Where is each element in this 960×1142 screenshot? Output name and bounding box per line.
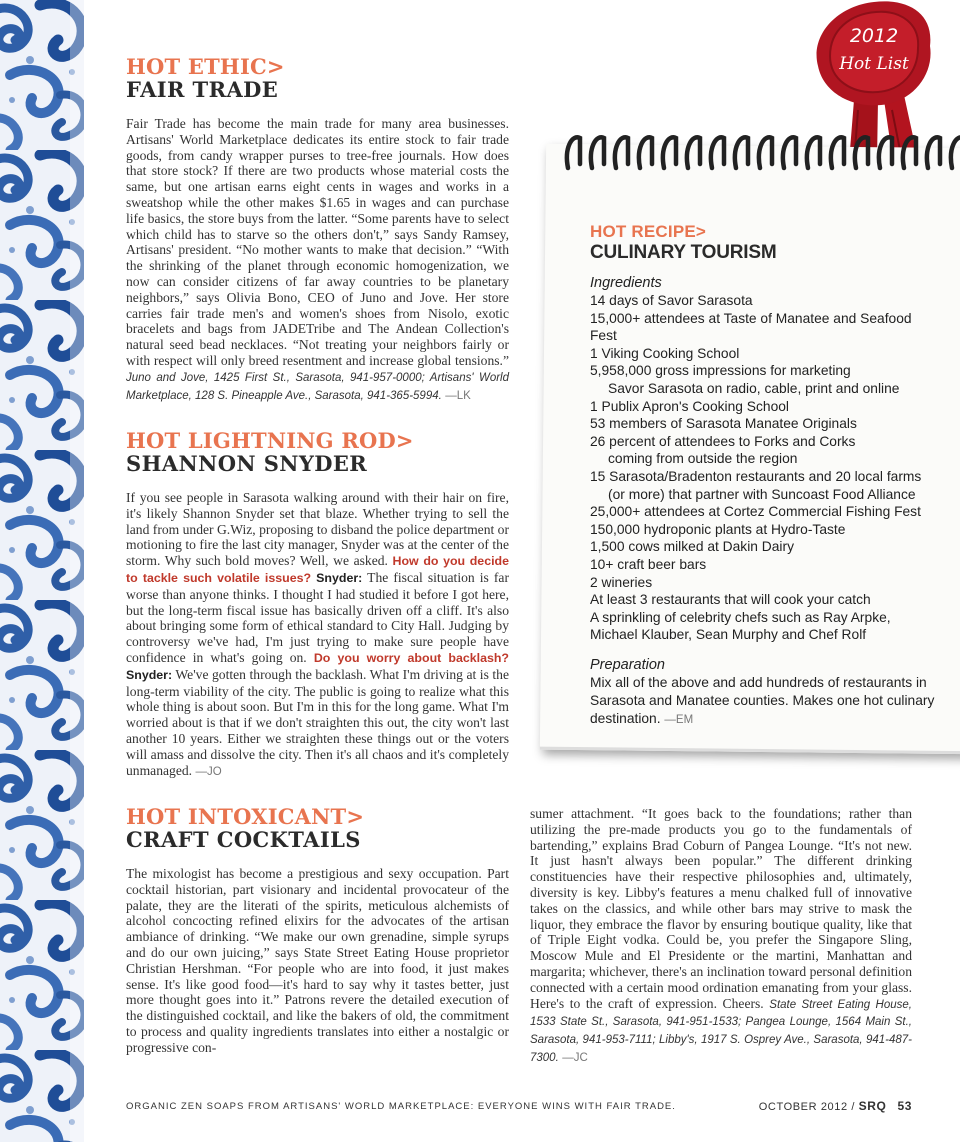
lightning-rod-intro: If you see people in Sarasota walking around with their hair on fire, it's likely Shannon Snyder set that blaze. Whether trying to sell the land from under G.Wiz, proposing to disband the police department or motioning to fire the last city manager, Snyder was at the center of the storm. Why such bold moves? Well, we asked. [126,490,510,569]
cocktails-kicker: HOT INTOXICANT> [126,804,365,829]
lightning-rod-kicker: HOT LIGHTNING ROD> [126,428,414,453]
cocktails-initials: —JC [562,1051,588,1064]
ingredient-continuation: (or more) that partner with Suncoast Food Alliance [608,486,916,502]
ingredient-item [590,362,940,397]
recipe-kicker: HOT RECIPE> [590,222,707,241]
fair-trade-article [126,116,509,404]
ingredient-line: 15 Sarasota/Bradenton restaurants and 20 local farms [590,468,922,484]
interview-question-1: How do you decide to tackle such volatile issues? [126,554,509,585]
ingredient-line: 1 Publix Apron's Cooking School [590,398,789,414]
interview-question-2: Do you worry about backlash? [313,650,510,665]
ingredient-line: 26 percent of attendees to Forks and Corks [590,433,856,449]
ingredient-line: 1,500 cows milked at Dakin Dairy [590,539,794,555]
interview-answer-2: We've gotten through the backlash. What I'm driving at is the long-term viability of the city. The public is going to realize what this whole thing is about soon. But I'm in this for the long game. What I'm worried about is that if we don't straighten this out, the city won't last another 10 years. Either we straighten these things out or the voters will amass and dissolve the city. Then it's all chaos and it's completely unmanaged. [126,666,509,778]
cocktails-column-1: The mixologist has become a prestigious and sexy occupation. Part cocktail historian, part visionary and incidental provocateur of the palate, they are the literati of the spirits, meticulous alchemists of alcohol concocting refined elixirs for the advocates of the artisan ambiance of drinking. “We make our own grenadine, simple syrups and do our own juicing,” says State Street Eating House proprietor Christian Hershman. “For people who are into food, it just makes sense. It's like good food—it's hard to say why it tastes better, just more thought goes into it.” Patrons revere the detailed execution of the distinguished cocktail, and like the bakers of old, the commitment to process and quality ingredients translates into either a nostalgic or progressive con- [126,866,509,1055]
fair-trade-section [126,56,509,404]
ikat-pattern-graphic [0,0,84,1142]
fair-trade-kicker: HOT ETHIC> [126,54,285,79]
ingredient-item [590,556,940,574]
ingredient-item [590,521,940,539]
ingredient-line: At least 3 restaurants that will cook your catch [590,592,871,608]
ingredient-item [590,415,940,433]
ingredient-item [590,574,940,592]
preparation-label: Preparation [590,656,665,673]
cocktails-headline: CRAFT COCKTAILS [126,827,361,852]
recipe-headline: CULINARY TOURISM [590,242,777,263]
ingredient-item [590,591,940,609]
preparation-body: Mix all of the above and add hundreds of restaurants in Sarasota and Manatee counties. Makes one hot culinary destination. [590,674,935,726]
ingredient-item [590,538,940,556]
folio-magazine: SRQ [858,1099,887,1113]
ingredient-line: 53 members of Sarasota Manatee Originals [590,416,857,432]
lightning-rod-section [126,430,509,780]
ingredient-line: 1 Viking Cooking School [590,345,740,361]
ingredient-line: A sprinkling of celebrity chefs such as Ray Arpke, Michael Klauber, Sean Murphy and Chef Rolf [590,609,891,643]
fair-trade-credit: Juno and Jove, 1425 First St., Sarasota, 941-957-0000; Artisans' World Marketplace, 128 S. Pineapple Ave., Sarasota, 941-365-5994. [126,371,509,402]
ingredient-item [590,398,940,416]
ingredient-item [590,468,940,503]
folio [759,1099,912,1113]
cocktails-column-2 [530,806,912,1067]
lightning-rod-initials: —JO [195,765,222,778]
decorative-pattern-strip [0,0,84,1142]
cocktails-credit: State Street Eating House, 1533 State St., Sarasota, 941-951-1533; Pangea Lounge, 1564 Main St., Sarasota, 941-953-7111; Libby's, 1917 S. Osprey Ave., Sarasota, 941-487-7300. [530,998,912,1064]
footer-caption: ORGANIC ZEN SOAPS FROM ARTISANS' WORLD MARKETPLACE: EVERYONE WINS WITH FAIR TRADE. [126,1101,676,1112]
interview-speaker-1: Snyder: [316,570,363,585]
fair-trade-headline: FAIR TRADE [126,77,279,102]
ingredient-line: 25,000+ attendees at Cortez Commercial Fishing Fest [590,504,921,520]
ingredient-item [590,433,940,468]
seal-year-text: 2012 [849,25,899,47]
ingredients-list [590,292,940,644]
ingredient-item [590,345,940,363]
ingredient-line: 5,958,000 gross impressions for marketing [590,363,851,379]
folio-issue: OCTOBER 2012 [758,1101,848,1113]
folio-page-number: 53 [897,1099,912,1113]
preparation-text [590,674,940,729]
ingredient-item [590,503,940,521]
ingredient-line: 14 days of Savor Sarasota [590,293,753,308]
ingredients-label: Ingredients [590,275,662,291]
fair-trade-body: Fair Trade has become the main trade for many area businesses. Artisans' World Marketplace dedicates its entire stock to fair trade goods, from candy wrapper purses to tree-free journals. How does that store stock? If there are two products whose material costs the same, but one artisan earns eight cents in wages and works in a sweatshop while the other makes $1.65 in wages and can purchase life basics, the store buys from the latter. “Some parents have to select which child has to starve so the others don't,” says Sandy Ramsey, Artisans' president. “No mother wants to make that decision.” “With the shrinking of the planet through economic homogenization, we now can consider citizens of far away countries to be planetary neighbors,” says Olivia Bono, CEO of Juno and Jove. Her store carries fair trade men's and women's shoes from Nisolo, exotic bracelets and bags from JADETribe and The Andean Collection's natural seed bead necklaces. “Not treating your neighbors fairly or with respect will only breed resentment and increase global tensions.” [126,116,509,368]
notebook-spiral-rings [560,128,960,178]
ingredient-line: 15,000+ attendees at Taste of Manatee and Seafood Fest [590,310,912,344]
cocktails-section [126,806,509,1056]
ingredient-line: 2 wineries [590,574,653,590]
interview-answer-1: The fiscal situation is far worse than anyone thinks. I thought I had studied it before I got here, but the long-term fiscal issue has basically driven off a cliff. It's also about bringing some form of ethical standard to City Hall. Judging by controversy we've had, I'm just trying to make sure people have confidence in what's going on. [126,569,509,665]
ingredient-continuation: Savor Sarasota on radio, cable, print and online [608,380,900,396]
folio-separator: / [851,1101,855,1113]
ingredient-line: 150,000 hydroponic plants at Hydro-Taste [590,521,846,537]
ingredient-item [590,292,940,310]
ingredient-line: 10+ craft beer bars [590,556,707,572]
ingredient-continuation: coming from outside the region [608,451,798,467]
cocktails-column-2-text: sumer attachment. “It goes back to the foundations; rather than utilizing the pre-made products you go to the fundamentals of bartending,” explains Brad Coburn of Pangea Lounge. “It's not new. It just hasn't always been popular.” The different drinking constituencies have their respective philosophies and, ultimately, diversity is key. Libby's features a menu chalked full of innovative takes on the classics, and while other bars may strive to mask the liquor, they embrace the flavor by ensuring boutique quality, like that of Triple Eight vodka. Could be, you prefer the Singapore Sling, Moscow Mule and El Presidente or the martini, Manhattan and margarita; whichever, there's an inclination toward personal definition connected with a certain mood ordination emanating from your glass. Here's to the craft of expression. Cheers. [530,806,912,1011]
ingredient-item [590,310,940,345]
seal-label-text: Hot List [839,54,909,74]
cocktails-column-2-wrap [530,806,912,1067]
fair-trade-initials: —LK [445,389,471,402]
ingredient-item [590,609,940,644]
culinary-tourism-recipe [590,222,940,729]
lightning-rod-headline: SHANNON SNYDER [126,451,368,476]
lightning-rod-article [126,490,509,780]
recipe-initials: —EM [664,713,694,726]
interview-speaker-2: Snyder: [126,667,173,682]
